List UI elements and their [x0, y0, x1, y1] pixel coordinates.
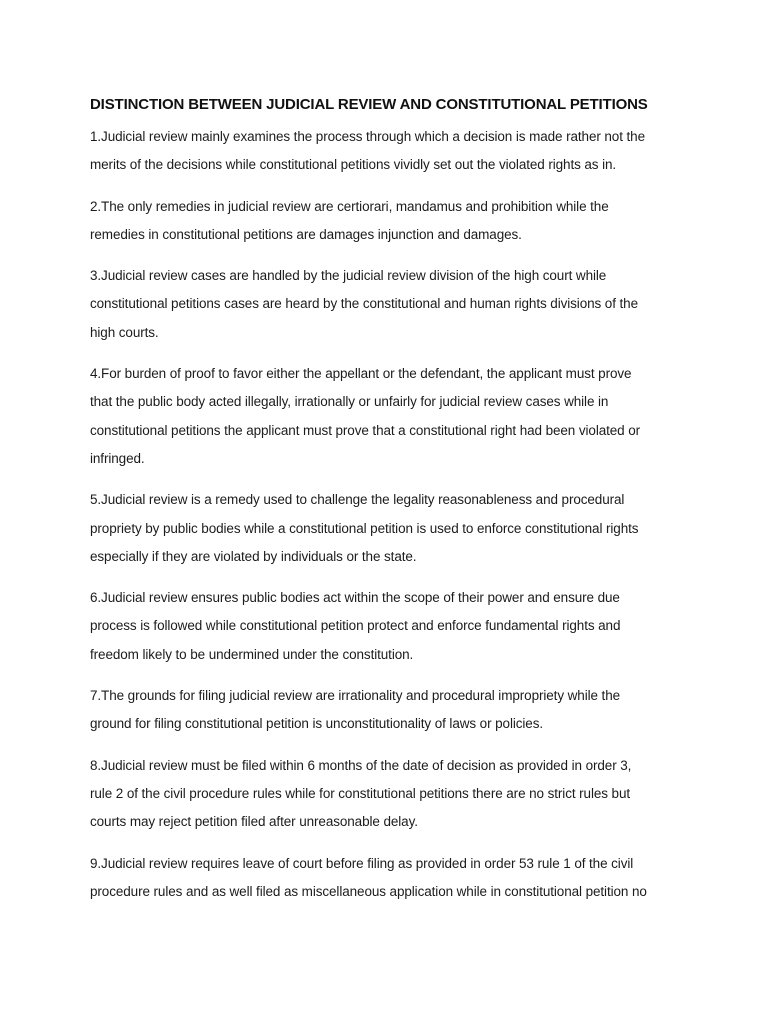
paragraph-line: process is followed while constitutional petition protect and enforce fundamental rights and — [90, 618, 621, 634]
paragraph-line: high courts. — [90, 324, 159, 340]
paragraph-9 — [90, 850, 690, 907]
paragraph-2 — [90, 193, 690, 250]
paragraph-line: remedies in constitutional petitions are damages injunction and damages. — [90, 226, 522, 242]
paragraph-line: constitutional petitions the applicant must prove that a constitutional right had been violated or — [90, 422, 641, 438]
paragraph-line: 4.For burden of proof to favor either the appellant or the defendant, the applicant must prove — [90, 366, 632, 382]
paragraph-line: ground for filing constitutional petition is unconstitutionality of laws or policies. — [90, 716, 543, 732]
paragraph-line: 7.The grounds for filing judicial review are irrationality and procedural impropriety while the — [90, 688, 621, 704]
document-body — [90, 94, 690, 919]
paragraph-line: 9.Judicial review requires leave of court before filing as provided in order 53 rule 1 of the civil — [90, 855, 634, 871]
paragraph-line: propriety by public bodies while a constitutional petition is used to enforce constitutional rights — [90, 520, 639, 536]
paragraph-8 — [90, 752, 690, 837]
paragraph-line: 2.The only remedies in judicial review are certiorari, mandamus and prohibition while the — [90, 198, 609, 214]
paragraph-line: rule 2 of the civil procedure rules while for constitutional petitions there are no strict rules but — [90, 785, 631, 801]
paragraph-line: especially if they are violated by individuals or the state. — [90, 548, 417, 564]
paragraph-line: procedure rules and as well filed as miscellaneous application while in constitutional petition no — [90, 883, 647, 899]
paragraph-line: that the public body acted illegally, irrationally or unfairly for judicial review cases while in — [90, 394, 609, 410]
paragraph-3 — [90, 262, 690, 347]
paragraph-line: 8.Judicial review must be filed within 6 months of the date of decision as provided in order 3, — [90, 757, 632, 773]
paragraph-line: infringed. — [90, 450, 145, 466]
paragraph-5 — [90, 486, 690, 571]
paragraph-list — [90, 123, 690, 906]
paragraph-line: 3.Judicial review cases are handled by the judicial review division of the high court while — [90, 268, 607, 284]
paragraph-line: courts may reject petition filed after unreasonable delay. — [90, 814, 418, 830]
paragraph-line: 6.Judicial review ensures public bodies act within the scope of their power and ensure due — [90, 590, 620, 606]
paragraph-line: 5.Judicial review is a remedy used to challenge the legality reasonableness and procedural — [90, 492, 625, 508]
paragraph-1 — [90, 123, 690, 180]
paragraph-6 — [90, 584, 690, 669]
document-title: DISTINCTION BETWEEN JUDICIAL REVIEW AND CONSTITUTIONAL PETITIONS — [90, 96, 648, 113]
paragraph-line: freedom likely to be undermined under the constitution. — [90, 646, 414, 662]
paragraph-line: constitutional petitions cases are heard by the constitutional and human rights divisions of the — [90, 296, 638, 312]
paragraph-line: merits of the decisions while constitutional petitions vividly set out the violated rights as in. — [90, 157, 617, 173]
paragraph-4 — [90, 360, 690, 473]
paragraph-line: 1.Judicial review mainly examines the process through which a decision is made rather not the — [90, 129, 645, 144]
paragraph-7 — [90, 682, 690, 739]
